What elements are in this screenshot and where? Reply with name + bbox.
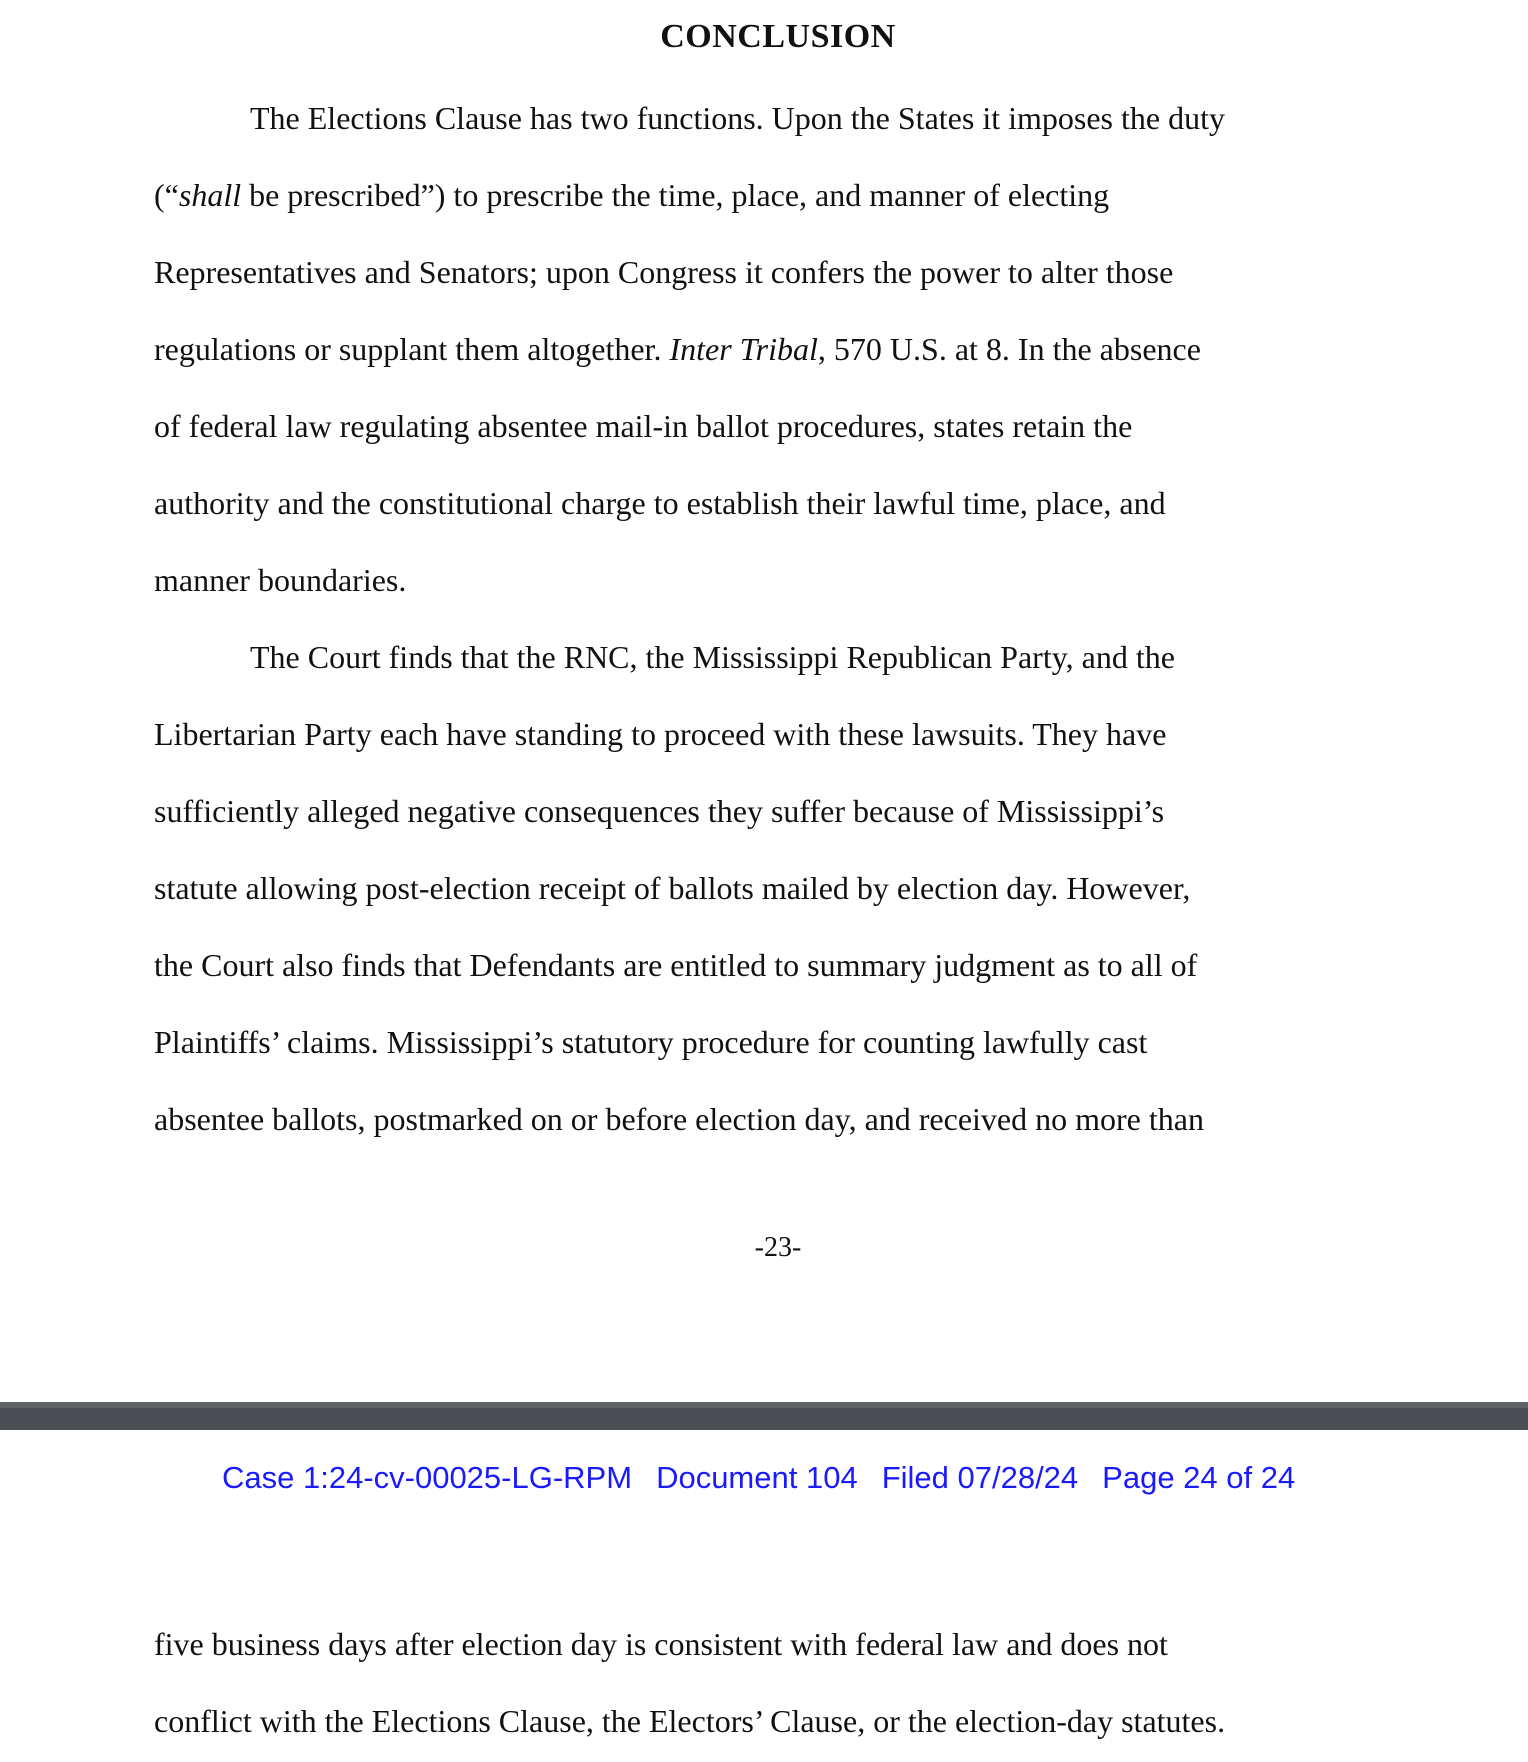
section-heading: CONCLUSION	[660, 18, 896, 55]
page-count: Page 24 of 24	[1102, 1460, 1296, 1495]
filed-date: Filed 07/28/24	[881, 1460, 1079, 1495]
page-separator-highlight	[0, 1402, 1528, 1408]
case-citation-italic: Inter Tribal	[669, 331, 818, 367]
paragraph1-line6: authority and the constitutional charge to establish their lawful time, place, and	[154, 485, 1166, 521]
paragraph2-line3: sufficiently alleged negative consequences they suffer because of Mississippi’s	[154, 793, 1165, 829]
paragraph1-line4-start: regulations or supplant them altogether.	[154, 331, 670, 367]
paragraph1-line2-rest: be prescribed”) to prescribe the time, place, and manner of electing	[241, 177, 1110, 213]
next-page-line1: five business days after election day is consistent with federal law and does not	[154, 1626, 1168, 1662]
paragraph1-line1: The Elections Clause has two functions. Upon the States it imposes the duty	[250, 100, 1225, 136]
italic-shall: shall	[178, 177, 242, 213]
paragraph2-line7: absentee ballots, postmarked on or before election day, and received no more than	[154, 1101, 1204, 1137]
paragraph1-line5: of federal law regulating absentee mail-in ballot procedures, states retain the	[154, 408, 1133, 444]
page-number: -23-	[754, 1232, 802, 1263]
paragraph1-line3: Representatives and Senators; upon Congress it confers the power to alter those	[154, 254, 1174, 290]
paragraph2-line1: The Court finds that the RNC, the Mississippi Republican Party, and the	[250, 639, 1175, 675]
paragraph1-line7: manner boundaries.	[154, 562, 407, 598]
paragraph2-line2: Libertarian Party each have standing to proceed with these lawsuits. They have	[154, 716, 1167, 752]
case-number: Case 1:24-cv-00025-LG-RPM	[222, 1460, 633, 1495]
paragraph2-line4: statute allowing post-election receipt of ballots mailed by election day. However,	[154, 870, 1191, 906]
open-quote: (“	[154, 177, 179, 213]
case-header	[222, 1460, 1319, 1496]
paragraph1-line2	[154, 175, 1109, 215]
paragraph2-line6: Plaintiffs’ claims. Mississippi’s statutory procedure for counting lawfully cast	[154, 1024, 1148, 1060]
paragraph2-line5: the Court also finds that Defendants are entitled to summary judgment as to all of	[154, 947, 1198, 983]
paragraph1-line4-rest: , 570 U.S. at 8. In the absence	[817, 331, 1201, 367]
document-number: Document 104	[656, 1460, 858, 1495]
next-page-line2: conflict with the Elections Clause, the Electors’ Clause, or the election-day statutes.	[154, 1703, 1226, 1739]
paragraph1-line4	[154, 329, 1201, 369]
